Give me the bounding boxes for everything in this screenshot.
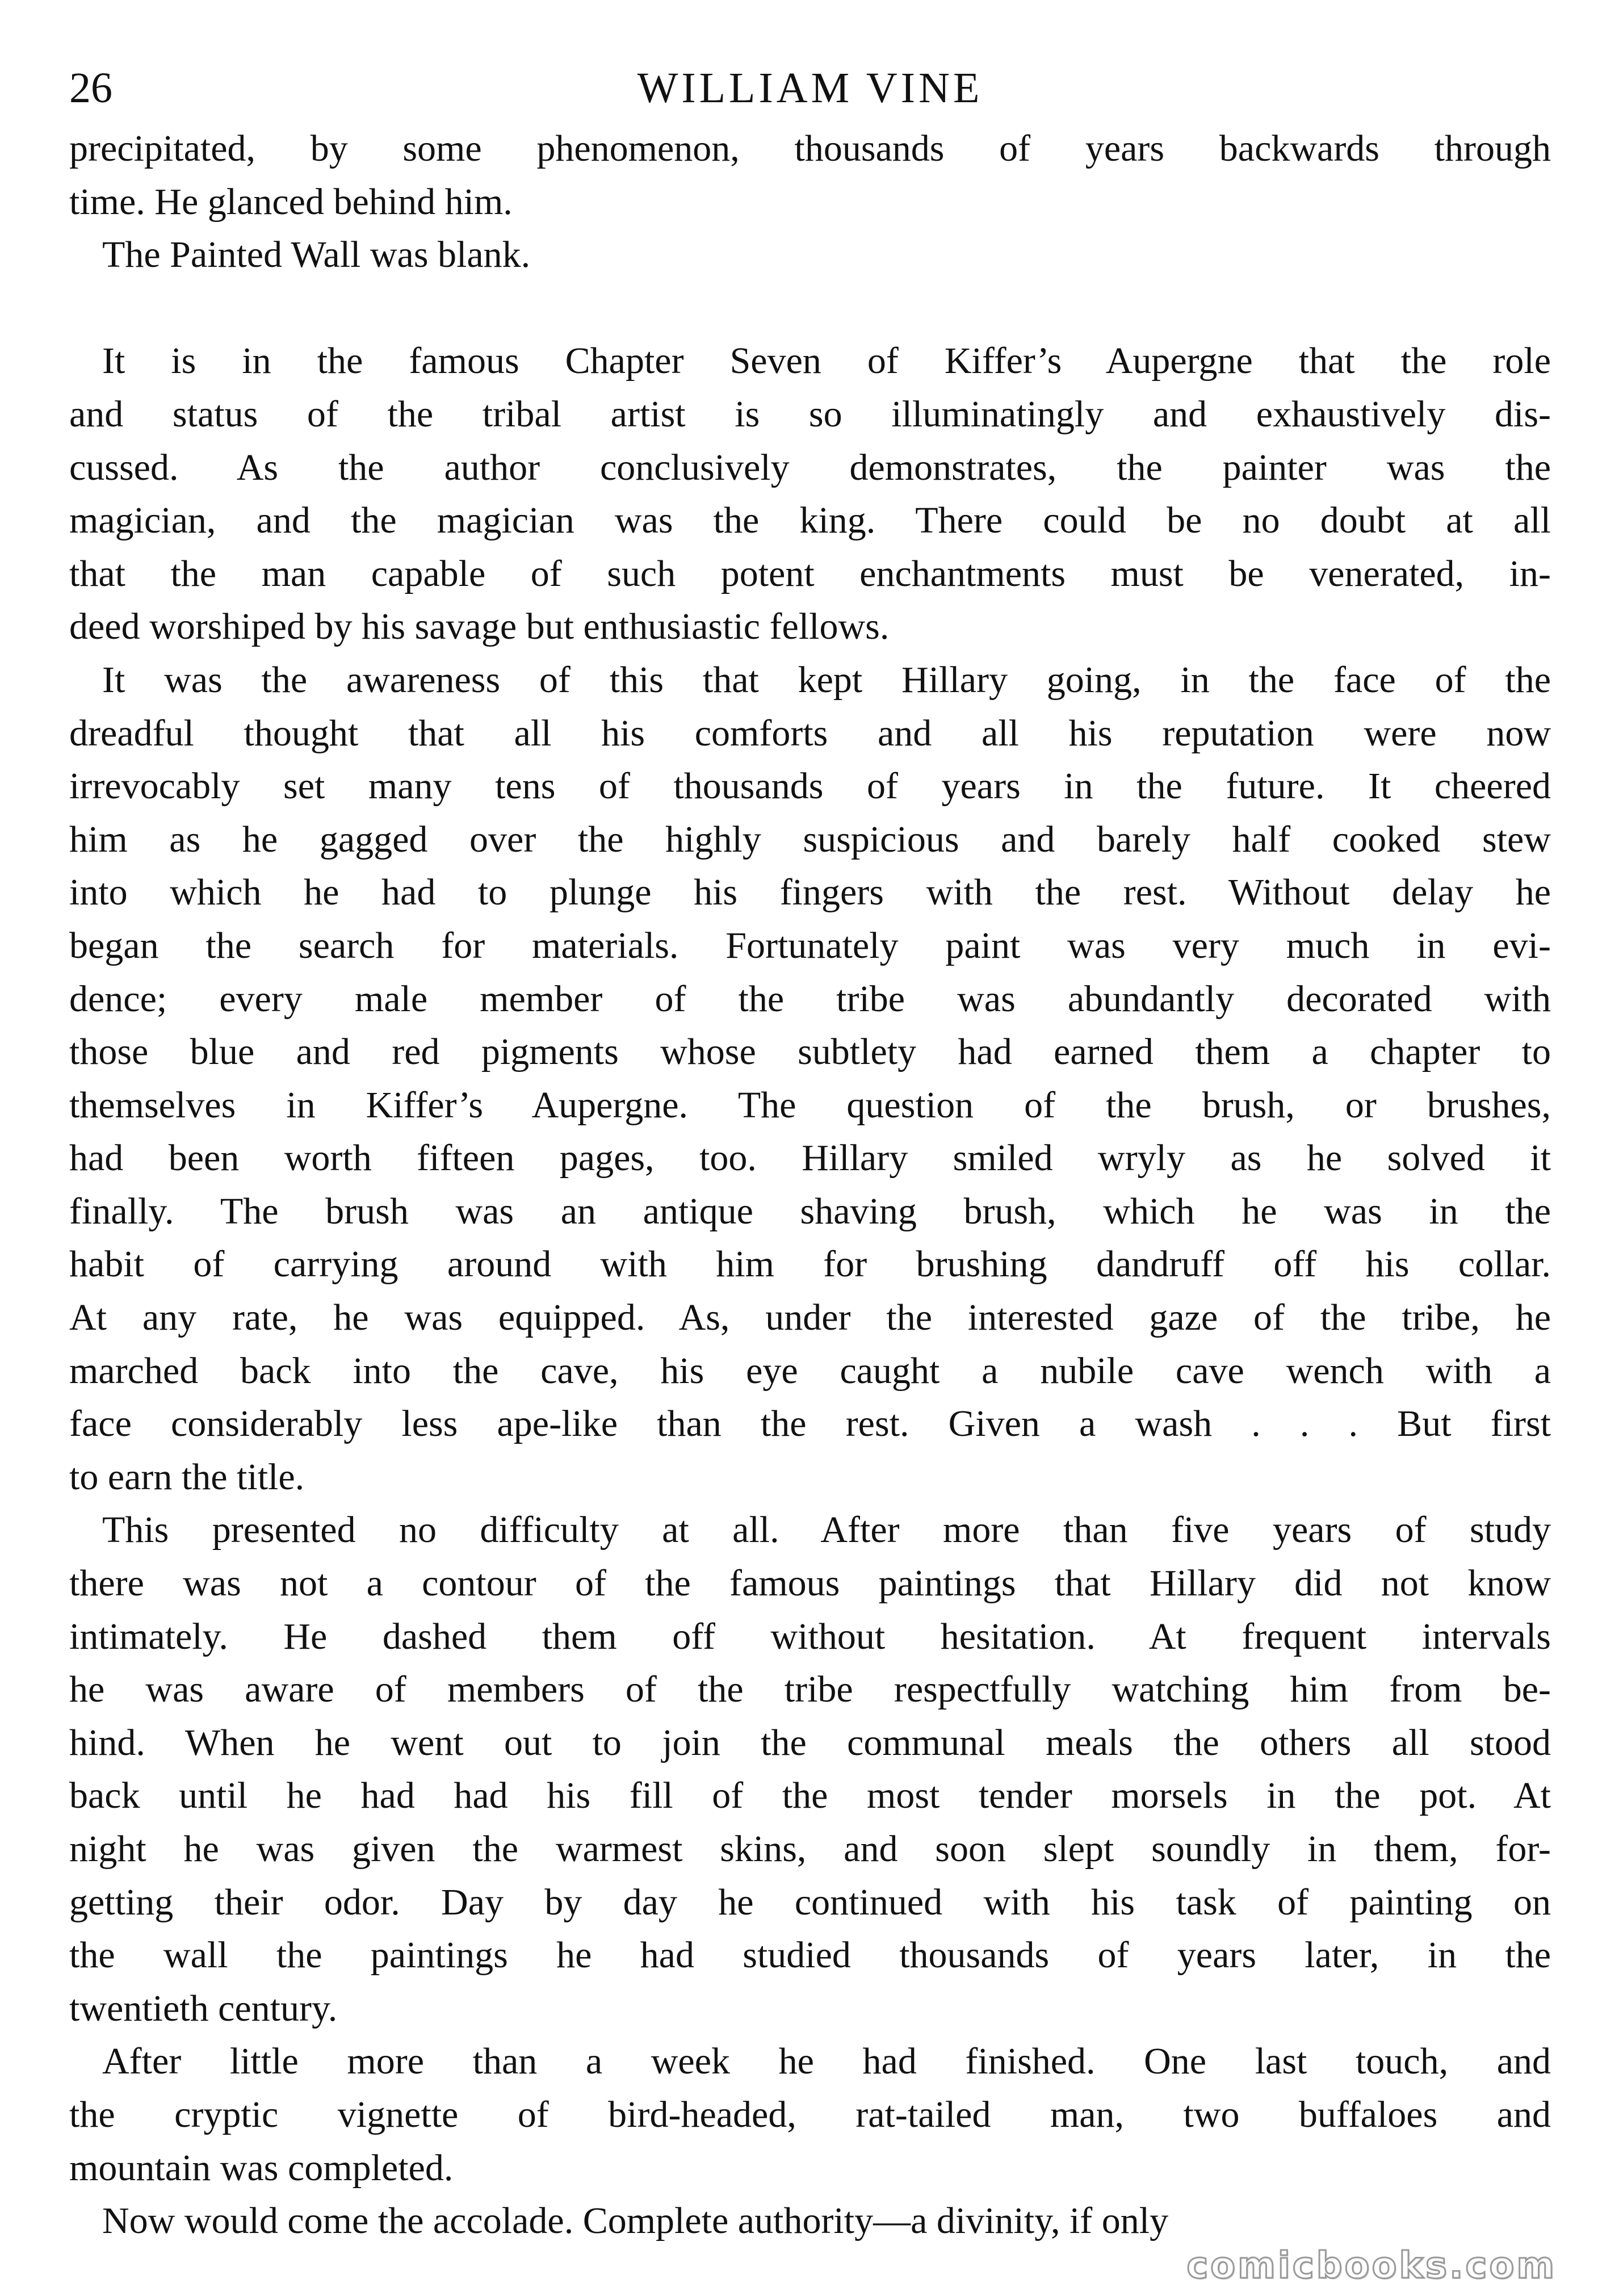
text-line: into which he had to plunge his fingers with the rest. Without delay he <box>69 872 1551 914</box>
text-line: finally. The brush was an antique shaving brush, which he was in the <box>69 1190 1551 1232</box>
text-line: magician, and the magician was the king. There could be no doubt at all <box>69 500 1551 542</box>
text-line: intimately. He dashed them off without hesitation. At frequent intervals <box>69 1615 1551 1657</box>
text-line: cussed. As the author conclusively demonstrates, the painter was the <box>69 446 1551 488</box>
text-line: habit of carrying around with him for brushing dandruff off his collar. <box>69 1243 1551 1285</box>
text-line: that the man capable of such potent enchantments must be venerated, in- <box>69 552 1551 594</box>
text-line: marched back into the cave, his eye caught a nubile cave wench with a <box>69 1350 1551 1392</box>
text-line: precipitated, by some phenomenon, thousands of years backwards through <box>69 128 1551 169</box>
text-line: getting their odor. Day by day he continued with his task of painting on <box>69 1881 1551 1923</box>
text-line: those blue and red pigments whose subtlety had earned them a chapter to <box>69 1031 1551 1073</box>
text-line: Now would come the accolade. Complete authority—a divinity, if only <box>102 2200 1169 2242</box>
text-line: At any rate, he was equipped. As, under the interested gaze of the tribe, he <box>69 1297 1551 1339</box>
text-line: dence; every male member of the tribe was abundantly decorated with <box>69 978 1551 1020</box>
paragraph <box>69 122 1551 228</box>
paragraph <box>69 2194 1551 2248</box>
text-line: the wall the paintings he had studied thousands of years later, in the <box>69 1934 1551 1976</box>
text-line: time. He glanced behind him. <box>69 181 513 223</box>
paragraph <box>69 2035 1551 2194</box>
text-line: back until he had had his fill of the most tender morsels in the pot. At <box>69 1775 1551 1817</box>
text-line: there was not a contour of the famous paintings that Hillary did not know <box>69 1562 1551 1604</box>
text-line: had been worth fifteen pages, too. Hillary smiled wryly as he solved it <box>69 1137 1551 1179</box>
text-line: It was the awareness of this that kept Hillary going, in the face of the <box>102 659 1551 701</box>
text-line: night he was given the warmest skins, and soon slept soundly in them, for- <box>69 1828 1551 1870</box>
text-line: and status of the tribal artist is so illuminatingly and exhaustively dis- <box>69 393 1551 435</box>
text-line: mountain was completed. <box>69 2147 454 2189</box>
paragraph <box>69 1503 1551 2035</box>
text-line: the cryptic vignette of bird-headed, rat-tailed man, two buffaloes and <box>69 2093 1551 2135</box>
text-line: hind. When he went out to join the communal meals the others all stood <box>69 1721 1551 1763</box>
text-line: It is in the famous Chapter Seven of Kiffer’s Aupergne that the role <box>102 340 1551 382</box>
text-line: themselves in Kiffer’s Aupergne. The question of the brush, or brushes, <box>69 1084 1551 1126</box>
paragraph <box>69 228 1551 282</box>
text-line: him as he gagged over the highly suspicious and barely half cooked stew <box>69 818 1551 860</box>
text-line: to earn the title. <box>69 1456 305 1498</box>
text-line: After little more than a week he had finished. One last touch, and <box>102 2041 1551 2083</box>
paragraph <box>69 653 1551 1504</box>
text-line: The Painted Wall was blank. <box>102 234 531 276</box>
page-number: 26 <box>69 64 112 112</box>
text-line: he was aware of members of the tribe respectfully watching him from be- <box>69 1669 1551 1711</box>
paragraph <box>69 334 1551 653</box>
text-line: dreadful thought that all his comforts and all his reputation were now <box>69 712 1551 754</box>
text-line: twentieth century. <box>69 1987 338 2029</box>
text-line: deed worshiped by his savage but enthusiastic fellows. <box>69 606 890 648</box>
body-text <box>69 122 1551 2248</box>
watermark-logo: comicbooks.com <box>1186 2245 1557 2287</box>
paragraph-gap <box>69 282 1551 335</box>
text-line: irrevocably set many tens of thousands of years in the future. It cheered <box>69 765 1551 807</box>
running-head: WILLIAM VINE <box>637 64 983 112</box>
page-header <box>69 57 1551 119</box>
text-line: This presented no difficulty at all. After more than five years of study <box>102 1509 1551 1551</box>
text-line: face considerably less ape-like than the rest. Given a wash . . . But first <box>69 1403 1551 1445</box>
text-line: began the search for materials. Fortunately paint was very much in evi- <box>69 924 1551 966</box>
